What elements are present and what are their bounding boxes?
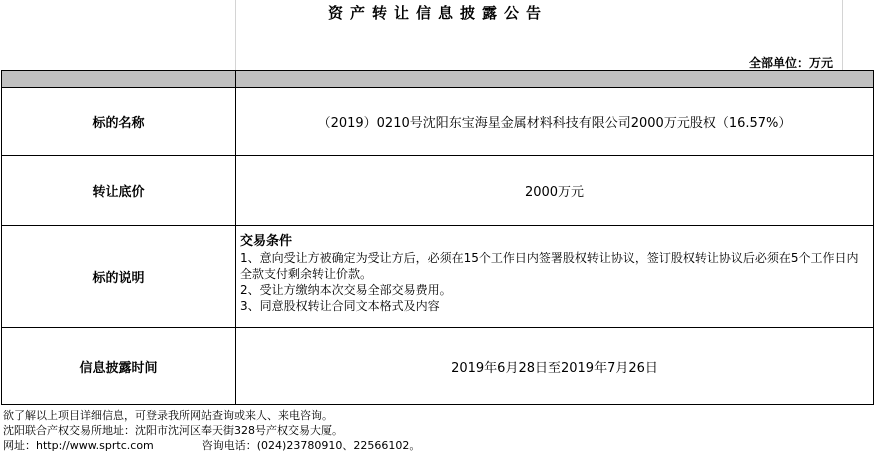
reserve-price-label: 转让底价	[2, 156, 236, 226]
subject-name-label: 标的名称	[2, 88, 236, 156]
info-table	[1, 70, 874, 405]
subject-description-cell	[236, 226, 874, 328]
footer-inquiry-note: 欲了解以上项目详细信息，可登录我所网站查询或来人、来电咨询。	[3, 409, 333, 422]
table-row	[2, 226, 874, 328]
table-row	[2, 156, 874, 226]
reserve-price-value: 2000万元	[236, 156, 874, 226]
table-header-band	[2, 71, 874, 88]
table-row	[2, 328, 874, 405]
footer-phone: 咨询电话：(024)23780910、22566102。	[201, 439, 421, 452]
condition-item: 2、受让方缴纳本次交易全部交易费用。	[240, 283, 452, 297]
footer-address: 沈阳联合产权交易所地址：沈阳市沈河区奉天街328号产权交易大厦。	[3, 424, 343, 437]
condition-item: 1、意向受让方被确定为受让方后，必须在15个工作日内签署股权转让协议，签订股权转让协议后必须在5个工作日内全款支付剩余转让价款。	[240, 251, 859, 281]
table-row	[2, 88, 874, 156]
subject-description-label: 标的说明	[2, 226, 236, 328]
disclosure-period-value: 2019年6月28日至2019年7月26日	[236, 328, 874, 405]
footer-website-link[interactable]: 网址：http://www.sprtc.com	[3, 439, 154, 452]
header-cell-left	[2, 71, 236, 88]
unit-note: 全部单位：万元	[748, 56, 833, 70]
subject-name-value: （2019）0210号沈阳东宝海星金属材料科技有限公司2000万元股权（16.57%）	[236, 88, 874, 156]
footer-notes	[3, 408, 420, 453]
page-title: 资产转让信息披露公告	[327, 4, 548, 22]
disclosure-period-label: 信息披露时间	[2, 328, 236, 405]
condition-item: 3、同意股权转让合同文本格式及内容	[240, 299, 440, 313]
conditions-heading: 交易条件	[240, 234, 293, 249]
header-cell-right	[236, 71, 874, 88]
